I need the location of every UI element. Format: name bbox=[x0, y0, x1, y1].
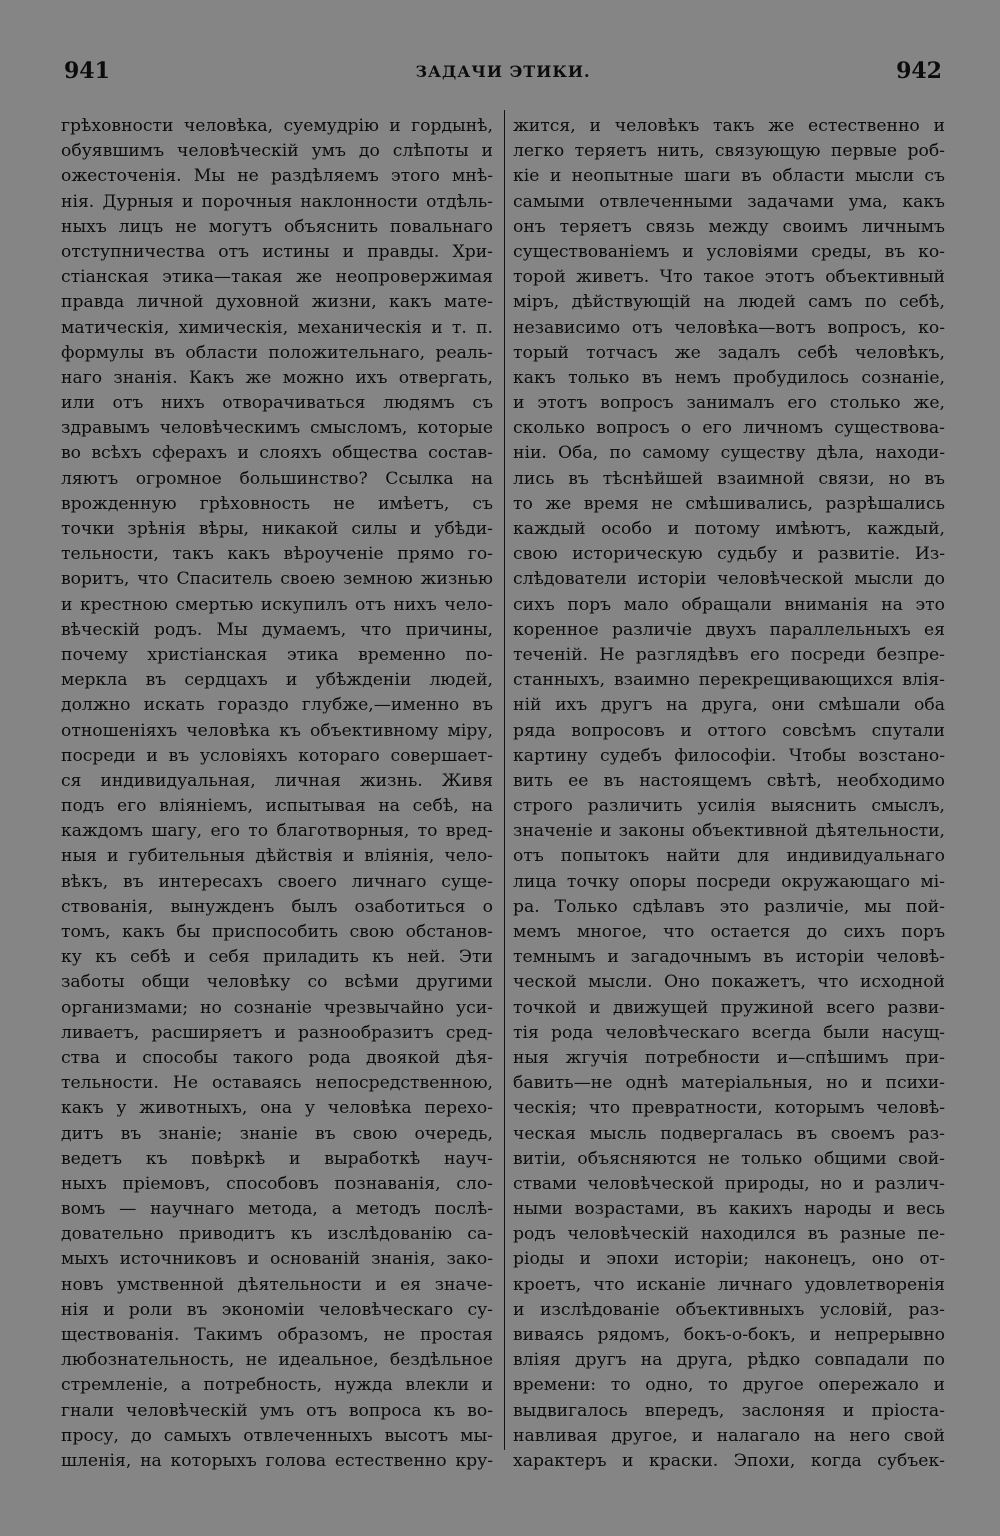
text-line: выдвигалось впередъ, заслоняя и пріоста- bbox=[513, 1400, 945, 1421]
text-line: формулы въ области положительнаго, реаль- bbox=[61, 342, 493, 363]
text-line: и изслѣдованіе объективныхъ условій, раз- bbox=[513, 1299, 945, 1320]
text-line: стремленіе, а потребность, нужда влекли и bbox=[61, 1375, 493, 1396]
text-line: вомъ — научнаго метода, а методъ послѣ- bbox=[61, 1199, 493, 1220]
text-line: отъ попытокъ найти для индивидуальнаго bbox=[513, 846, 945, 867]
text-line: ческой мысли. Оно покажетъ, что исходной bbox=[513, 972, 945, 993]
text-line: характеръ и краски. Эпохи, когда субъек- bbox=[513, 1450, 945, 1471]
text-line: каждомъ шагу, его то благотворныя, то вред- bbox=[61, 821, 493, 842]
text-line: шленія, на которыхъ голова естественно кру- bbox=[61, 1450, 493, 1471]
text-line: сколько вопросъ о его личномъ существова- bbox=[513, 418, 945, 439]
text-line: томъ, какъ бы приспособить свою обстанов- bbox=[61, 922, 493, 942]
text-line: міръ, дѣйствующій на людей самъ по себѣ, bbox=[513, 292, 945, 313]
left-text-column bbox=[61, 114, 493, 1474]
text-line: то же время не смѣшивались, разрѣшались bbox=[513, 493, 945, 514]
text-line: точкой и движущей пружиной всего разви- bbox=[513, 997, 945, 1018]
text-line: посреди и въ условіяхъ котораго совершает- bbox=[61, 745, 493, 766]
text-line: вѣкъ, въ интересахъ своего личнаго суще- bbox=[61, 871, 493, 892]
text-line: торый тотчасъ же задалъ себѣ человѣкъ, bbox=[513, 342, 945, 363]
text-line: виваясь рядомъ, бокъ-о-бокъ, и непрерывно bbox=[513, 1325, 945, 1345]
text-line: строго различить усилія выяснить смыслъ, bbox=[513, 796, 945, 817]
text-line: онъ теряетъ связь между своимъ личнымъ bbox=[513, 216, 945, 237]
text-line: организмами; но сознаніе чрезвычайно уси- bbox=[61, 997, 493, 1018]
page-header bbox=[64, 58, 942, 92]
running-title: ЗАДАЧИ ЭТИКИ. bbox=[415, 62, 591, 81]
text-line: ческія; что превратности, которымъ человѣ- bbox=[513, 1098, 945, 1119]
text-line: самыми отвлеченными задачами ума, какъ bbox=[513, 191, 945, 212]
text-line: сихъ поръ мало обращали вниманія на это bbox=[513, 594, 945, 615]
right-page-number: 942 bbox=[896, 58, 942, 84]
text-line: ряда вопросовъ и оттого совсѣмъ спутали bbox=[513, 720, 945, 741]
text-line: ній ихъ другъ на друга, они смѣшали оба bbox=[513, 695, 945, 716]
text-line: кроетъ, что исканіе личнаго удовлетворенія bbox=[513, 1274, 945, 1295]
text-line: обуявшимъ человѣческій умъ до слѣпоты и bbox=[61, 141, 493, 162]
text-line: тельности. Не оставаясь непосредственною, bbox=[61, 1073, 493, 1094]
text-line: новъ умственной дѣятельности и ея значе- bbox=[61, 1274, 493, 1295]
text-line: отношеніяхъ человѣка къ объективному міру, bbox=[61, 720, 493, 741]
text-line: меркла въ сердцахъ и убѣжденіи людей, bbox=[61, 670, 493, 691]
text-line: родъ человѣческій находился въ разные пе- bbox=[513, 1224, 945, 1245]
text-line: темнымъ и загадочнымъ въ исторіи человѣ- bbox=[513, 947, 945, 968]
text-line: ческая мысль подвергалась въ своемъ раз- bbox=[513, 1123, 945, 1144]
text-line: любознательность, не идеальное, бездѣльное bbox=[61, 1350, 493, 1371]
text-line: ся индивидуальная, личная жизнь. Живя bbox=[61, 770, 493, 791]
text-line: грѣховности человѣка, суемудрію и гордынѣ, bbox=[61, 116, 493, 136]
text-line: дитъ въ знаніе; знаніе въ свою очередь, bbox=[61, 1123, 493, 1144]
text-line: и крестною смертью искупилъ отъ нихъ чело- bbox=[61, 594, 493, 615]
text-line: здравымъ человѣческимъ смысломъ, которые bbox=[61, 418, 493, 439]
text-line: лись въ тѣснѣйшей взаимной связи, но въ bbox=[513, 468, 945, 489]
text-line: кіе и неопытные шаги въ области мысли съ bbox=[513, 166, 945, 187]
text-line: какъ у животныхъ, она у человѣка перехо- bbox=[61, 1098, 493, 1119]
text-line: существованіемъ и условіями среды, въ ко- bbox=[513, 241, 945, 262]
text-line: точки зрѣнія вѣры, никакой силы и убѣди- bbox=[61, 519, 493, 539]
text-line: и этотъ вопросъ занималъ его столько же, bbox=[513, 393, 945, 414]
left-page-number: 941 bbox=[64, 58, 110, 84]
text-line: независимо отъ человѣка—вотъ вопросъ, ко- bbox=[513, 317, 945, 338]
text-line: нія. Дурныя и порочныя наклонности отдѣль- bbox=[61, 191, 493, 212]
column-divider bbox=[504, 110, 505, 1450]
text-line: тія рода человѣческаго всегда были насущ- bbox=[513, 1022, 945, 1043]
text-line: времени: то одно, то другое опережало и bbox=[513, 1375, 945, 1396]
text-line: ныя и губительныя дѣйствія и вліянія, чело- bbox=[61, 846, 493, 867]
text-line: воритъ, что Спаситель своею земною жизнью bbox=[61, 569, 493, 590]
text-line: какъ только въ немъ пробудилось сознаніе, bbox=[513, 367, 945, 388]
text-line: ріоды и эпохи исторіи; наконецъ, оно от- bbox=[513, 1249, 945, 1270]
text-line: наго знанія. Какъ же можно ихъ отвергать, bbox=[61, 367, 493, 388]
text-line: ствами человѣческой природы, но и различ- bbox=[513, 1173, 945, 1194]
text-line: слѣдователи исторіи человѣческой мысли до bbox=[513, 569, 945, 590]
text-line: ку къ себѣ и себя приладить къ ней. Эти bbox=[61, 947, 493, 968]
text-line: ра. Только сдѣлавъ это различіе, мы пой- bbox=[513, 896, 945, 917]
text-line: жится, и человѣкъ такъ же естественно и bbox=[513, 116, 945, 136]
text-line: каждый особо и потому имѣютъ, каждый, bbox=[513, 519, 945, 539]
text-line: ведетъ къ повѣркѣ и выработкѣ науч- bbox=[61, 1148, 493, 1169]
text-line: просу, до самыхъ отвлеченныхъ высотъ мы- bbox=[61, 1425, 493, 1446]
text-line: тельности, такъ какъ вѣроученіе прямо го- bbox=[61, 544, 493, 565]
text-line: матическія, химическія, механическія и т. п. bbox=[61, 317, 493, 338]
text-line: навливая другое, и налагало на него свой bbox=[513, 1425, 945, 1446]
text-line: витіи, объясняются не только общими свой- bbox=[513, 1148, 945, 1169]
text-line: бавить—не однѣ матеріальныя, но и психи- bbox=[513, 1073, 945, 1094]
text-line: свою историческую судьбу и развитіе. Из- bbox=[513, 544, 945, 565]
text-line: во всѣхъ сферахъ и слояхъ общества состав- bbox=[61, 443, 493, 464]
right-text-column bbox=[513, 114, 945, 1474]
text-line: подъ его вліяніемъ, испытывая на себѣ, на bbox=[61, 796, 493, 817]
text-line: значеніе и законы объективной дѣятельности, bbox=[513, 821, 945, 842]
text-line: довательно приводитъ къ изслѣдованію са- bbox=[61, 1224, 493, 1245]
text-line: легко теряетъ нить, связующую первые роб- bbox=[513, 141, 945, 162]
text-line: мыхъ источниковъ и основаній знанія, зако- bbox=[61, 1249, 493, 1270]
text-line: ныхъ пріемовъ, способовъ познаванія, сло- bbox=[61, 1173, 493, 1194]
text-line: коренное различіе двухъ параллельныхъ ея bbox=[513, 619, 945, 640]
text-line: станныхъ, взаимно перекрещивающихся влія- bbox=[513, 670, 945, 691]
text-line: ніи. Оба, по самому существу дѣла, находи- bbox=[513, 443, 945, 464]
text-line: вить ее въ настоящемъ свѣтѣ, необходимо bbox=[513, 770, 945, 791]
text-line: ства и способы такого рода двоякой дѣя- bbox=[61, 1047, 493, 1068]
text-line: стіанская этика—такая же неопровержимая bbox=[61, 267, 493, 288]
text-line: теченій. Не разглядѣвъ его посреди безпре- bbox=[513, 644, 945, 665]
text-line: или отъ нихъ отворачиваться людямъ съ bbox=[61, 393, 493, 414]
text-line: правда личной духовной жизни, какъ мате- bbox=[61, 292, 493, 313]
text-line: мемъ многое, что остается до сихъ поръ bbox=[513, 922, 945, 942]
text-line: ливаетъ, расширяетъ и разнообразитъ сред- bbox=[61, 1022, 493, 1043]
text-line: почему христіанская этика временно по- bbox=[61, 644, 493, 665]
text-line: торой живетъ. Что такое этотъ объективный bbox=[513, 267, 945, 288]
text-line: заботы общи человѣку со всѣми другими bbox=[61, 972, 493, 993]
text-line: врожденную грѣховность не имѣетъ, съ bbox=[61, 493, 493, 514]
text-line: ществованія. Такимъ образомъ, не простая bbox=[61, 1325, 493, 1345]
text-line: ожесточенія. Мы не раздѣляемъ этого мнѣ- bbox=[61, 166, 493, 187]
text-line: ными возрастами, въ какихъ народы и весь bbox=[513, 1199, 945, 1220]
text-line: вѣческій родъ. Мы думаемъ, что причины, bbox=[61, 619, 493, 640]
text-line: ныя жгучія потребности и—спѣшимъ при- bbox=[513, 1047, 945, 1068]
text-line: ствованія, вынужденъ былъ озаботиться о bbox=[61, 896, 493, 917]
text-line: должно искать гораздо глубже,—именно въ bbox=[61, 695, 493, 716]
text-line: гнали человѣческій умъ отъ вопроса къ во- bbox=[61, 1400, 493, 1421]
text-line: ляютъ огромное большинство? Ссылка на bbox=[61, 468, 493, 489]
text-line: картину судебъ философіи. Чтобы возстано- bbox=[513, 745, 945, 766]
text-line: лица точку опоры посреди окружающаго мі- bbox=[513, 871, 945, 892]
text-line: ныхъ лицъ не могутъ объяснить повальнаго bbox=[61, 216, 493, 237]
text-line: отступничества отъ истины и правды. Хри- bbox=[61, 241, 493, 262]
text-line: нія и роли въ экономіи человѣческаго су- bbox=[61, 1299, 493, 1320]
text-line: вліяя другъ на друга, рѣдко совпадали по bbox=[513, 1350, 945, 1371]
